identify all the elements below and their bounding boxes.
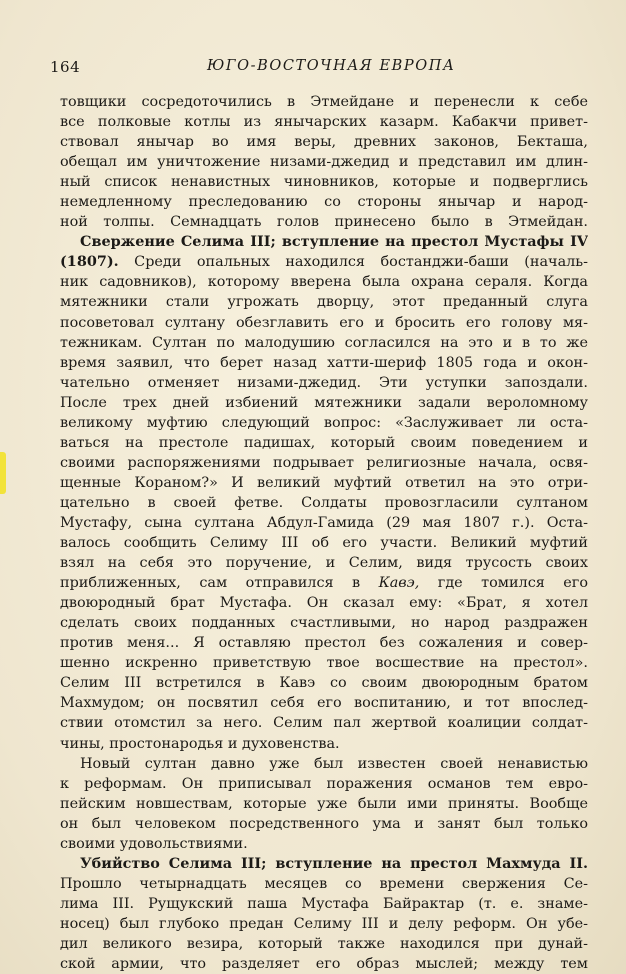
text-line (60, 774, 588, 794)
line-text: ной толпы. Семнадцать голов принесено было в Этмейдан. (60, 214, 588, 231)
line-text: пейским новшествам, которые уже были ими приняты. Вообще (60, 795, 588, 812)
text-line (60, 313, 588, 333)
line-text: Среди опальных находился бостанджи-баши (началь- (118, 254, 588, 271)
text-line (60, 633, 588, 653)
text-line (60, 333, 588, 353)
text-line (60, 453, 588, 473)
text-line (60, 613, 588, 633)
running-head (50, 58, 590, 80)
line-text: обещал им уничтожение низами-джедид и представил им длин- (60, 154, 588, 171)
text-line (60, 413, 588, 433)
line-text: посоветовал султану обезглавить его и бросить его голову мя- (60, 314, 588, 331)
line-text: сделать своих подданных счастливыми, но народ раздражен (60, 615, 588, 632)
line-text: цательно в своей фетве. Солдаты провозгласили султаном (60, 494, 588, 511)
text-line (60, 533, 588, 553)
text-line (60, 914, 588, 934)
text-line (60, 152, 588, 172)
line-text: своими удовольствиями. (60, 835, 248, 852)
line-text: чины, простонародья и духовенства. (60, 735, 340, 752)
line-text: мятежники стали угрожать дворцу, этот преданный слуга (60, 294, 588, 311)
text-line (60, 693, 588, 713)
text-line (60, 132, 588, 152)
line-text: носец) был глубоко предан Селиму III и делу реформ. Он убе- (60, 915, 588, 932)
line-text: тежникам. Султан по малодушию согласился на это и в то же (60, 334, 588, 351)
line-text: ской армии, что разделяет его образ мыслей; между тем (60, 956, 588, 973)
text-line (60, 473, 588, 493)
text-line (60, 894, 588, 914)
text-line (60, 272, 588, 292)
line-text: ный список ненавистных чиновников, которые и подверглись (60, 174, 588, 191)
line-text: щенные Кораном?» И великий муфтий ответил на это отри- (60, 474, 588, 491)
line-text: все полковые котлы из янычарских казарм. Кабакчи привет- (60, 114, 588, 131)
text-line (60, 112, 588, 132)
text-line (60, 92, 588, 112)
line-text: шенно искренно приветствую твое восшествие на престол». (60, 655, 588, 672)
italic-term: Кавэ, (378, 575, 420, 592)
text-line (60, 513, 588, 533)
text-line (60, 393, 588, 413)
line-text: Махмудом; он посвятил себя его воспитанию, и тот впослед- (60, 695, 588, 712)
line-text: немедленному преследованию со стороны янычар и народ- (60, 194, 588, 211)
body-text (60, 92, 588, 974)
text-line (60, 232, 588, 252)
text-line (60, 192, 588, 212)
text-line (60, 212, 588, 232)
text-line (60, 874, 588, 894)
page-number: 164 (50, 58, 81, 76)
line-text: Прошло четырнадцать месяцев со времени свержения Се- (60, 875, 588, 892)
text-line (60, 573, 588, 593)
text-line (60, 713, 588, 733)
line-text: Селим III встретился в Кавэ со своим двоюродным братом (60, 675, 588, 692)
line-text: лима III. Рущукский паша Мустафа Байрактар (т. е. знаме- (60, 895, 588, 912)
line-text: ник садовников), которому вверена была охрана сераля. Когда (60, 274, 588, 291)
text-line (60, 433, 588, 453)
line-text: ваться на престоле падишах, который своим поведением и (60, 434, 588, 451)
text-line (60, 673, 588, 693)
text-line (60, 954, 588, 974)
line-text: своими распоряжениями подрывает религиозные начала, освя- (60, 454, 588, 471)
line-text: ствии отомстил за него. Селим пал жертвой коалиции солдат- (60, 715, 588, 732)
text-line (60, 493, 588, 513)
text-line (60, 814, 588, 834)
text-line (60, 934, 588, 954)
text-line (60, 734, 588, 754)
line-text: против меня... Я оставляю престол без сожаления и совер- (60, 635, 588, 652)
text-line (60, 794, 588, 814)
text-line (60, 553, 588, 573)
line-text: Мустафу, сына султана Абдул-Гамида (29 мая 1807 г.). Оста- (60, 514, 588, 531)
line-text: он был человеком посредственного ума и занят был только (60, 815, 588, 832)
line-text: к реформам. Он приписывал поражения османов тем евро- (60, 775, 588, 792)
line-text: дил великого везира, который также находился при дунай- (60, 935, 588, 952)
line-text: время заявил, что берет назад хатти-шериф 1805 года и окон- (60, 354, 588, 371)
text-line (60, 593, 588, 613)
line-text: ствовал янычар во имя веры, древних законов, Бекташа, (60, 134, 588, 151)
text-line (60, 754, 588, 774)
line-text: После трех дней избиений мятежники задали вероломному (60, 394, 588, 411)
text-line (60, 834, 588, 854)
section-heading: Свержение Селима III; вступление на престол Мустафы IV (80, 233, 588, 251)
text-line (60, 252, 588, 272)
text-line (60, 292, 588, 312)
section-heading: Убийство Селима III; вступление на престол Махмуда II. (80, 854, 588, 872)
text-line (60, 653, 588, 673)
line-text: двоюродный брат Мустафа. Он сказал ему: «Брат, я хотел (60, 595, 588, 612)
page-edge-marker (0, 452, 6, 494)
line-text: валось сообщить Селиму III об его участи. Великий муфтий (60, 535, 588, 552)
line-text: великому муфтию следующий вопрос: «Заслуживает ли оста- (60, 414, 588, 431)
section-heading: (1807). (60, 253, 119, 271)
text-line (60, 353, 588, 373)
line-text: чательно отменяет низами-джедид. Эти уступки запоздали. (60, 374, 588, 391)
line-text: товщики сосредоточились в Этмейдане и перенесли к себе (60, 94, 588, 110)
line-text: Новый султан давно уже был известен своей ненавистью (80, 755, 588, 772)
line-text-continued: где томился его (419, 575, 588, 592)
line-text: приближенных, сам отправился в (60, 575, 361, 592)
running-title: ЮГО-ВОСТОЧНАЯ ЕВРОПА (207, 58, 456, 74)
line-text: взял на себя это поручение, и Селим, видя трусость своих (60, 555, 588, 572)
text-line (60, 854, 588, 874)
text-line (60, 373, 588, 393)
text-line (60, 172, 588, 192)
